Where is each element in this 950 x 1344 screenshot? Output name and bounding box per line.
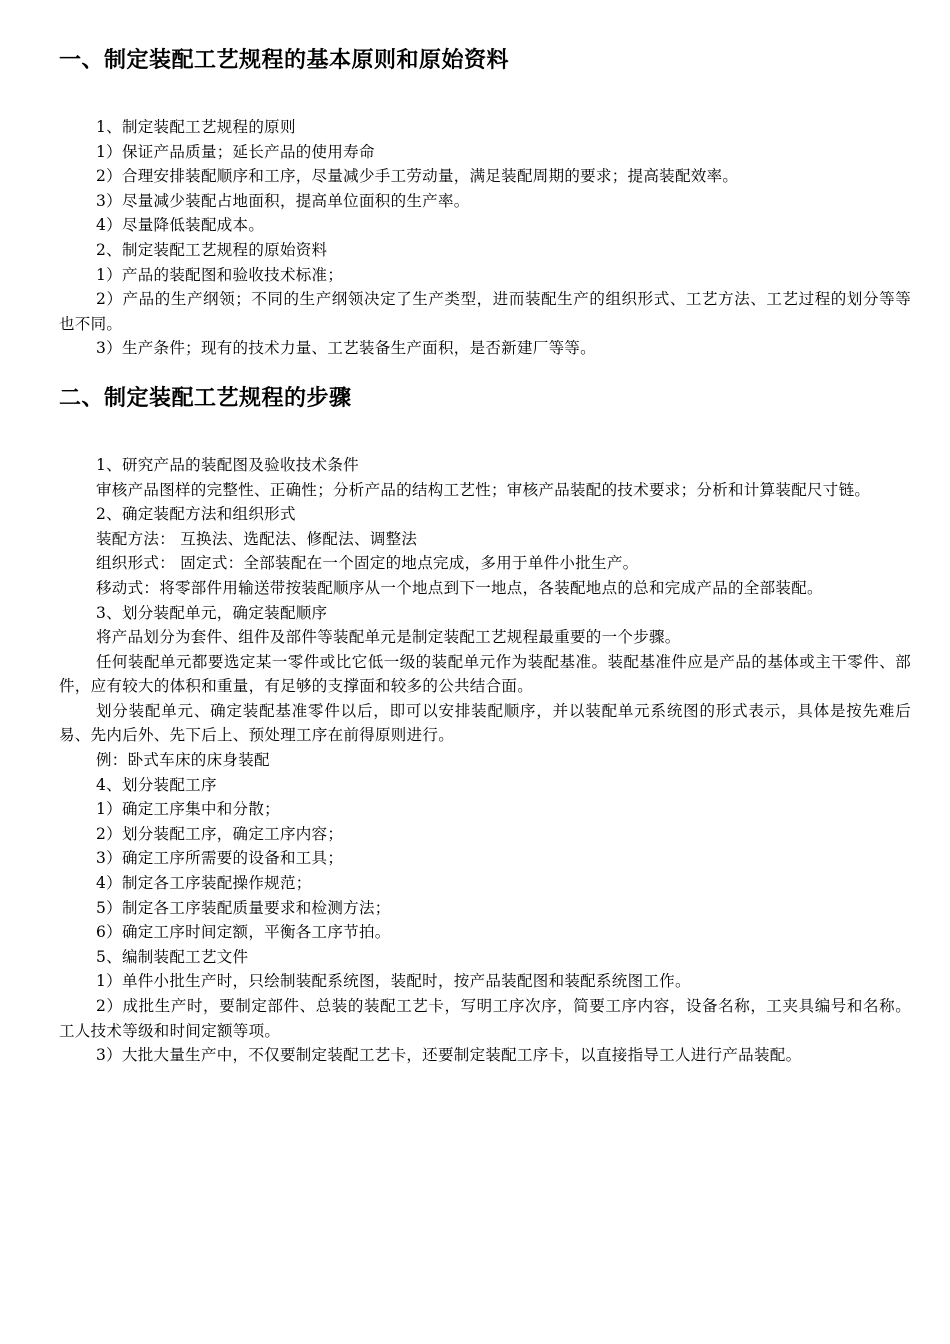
paragraph: 审核产品图样的完整性、正确性；分析产品的结构工艺性；审核产品装配的技术要求；分析和计算装配尺寸链。: [96, 480, 871, 499]
paragraph: 3）生产条件；现有的技术力量、工艺装备生产面积，是否新建厂等等。: [96, 339, 596, 358]
heading-steps: 二、制定装配工艺规程的步骤: [59, 385, 352, 411]
paragraph: 2）划分装配工序，确定工序内容；: [96, 824, 344, 843]
paragraph: 4）制定各工序装配操作规范；: [96, 874, 312, 893]
paragraph: 2、制定装配工艺规程的原始资料: [96, 240, 328, 259]
paragraph: 3）确定工序所需要的设备和工具；: [96, 849, 344, 868]
paragraph: 4）尽量降低装配成本。: [96, 216, 265, 235]
paragraph: 4、划分装配工序: [96, 775, 217, 794]
document-page: [59, 0, 911, 1068]
paragraph: 1、研究产品的装配图及验收技术条件: [96, 455, 359, 474]
paragraph: 例：卧式车床的床身装配: [96, 751, 270, 770]
paragraph: 装配方法： 互换法、选配法、修配法、调整法: [96, 529, 418, 548]
paragraph: 3、划分装配单元，确定装配顺序: [96, 603, 328, 622]
paragraph: 1、制定装配工艺规程的原则: [96, 118, 296, 136]
paragraph: 6）确定工序时间定额，平衡各工序节拍。: [96, 923, 391, 942]
paragraph: 1）单件小批生产时，只绘制装配系统图，装配时，按产品装配图和装配系统图工作。: [96, 972, 691, 991]
paragraph: 3）大批大量生产中，不仅要制定装配工艺卡，还要制定装配工序卡，以直接指导工人进行产品装配。: [96, 1046, 802, 1065]
paragraph: 2、确定装配方法和组织形式: [96, 505, 296, 524]
paragraph: 划分装配单元、确定装配基准零件以后，即可以安排装配顺序，并以装配单元系统图的形式表示，具体是按先难后易、先内后外、先下后上、预处理工序在前得原则进行。: [59, 701, 911, 745]
paragraph: 5、编制装配工艺文件: [96, 947, 249, 966]
section-steps: [59, 453, 911, 1068]
paragraph: 2）成批生产时，要制定部件、总装的装配工艺卡，写明工序次序，简要工序内容，设备名称，工夹具编号和名称。工人技术等级和时间定额等项。: [59, 997, 911, 1040]
paragraph: 1）产品的装配图和验收技术标准；: [96, 265, 344, 284]
paragraph: 将产品划分为套件、组件及部件等装配单元是制定装配工艺规程最重要的一个步骤。: [96, 628, 681, 647]
paragraph: 2）合理安排装配顺序和工序，尽量减少手工劳动量，满足装配周期的要求；提高装配效率。: [96, 167, 739, 186]
heading-basic-principles: 一、制定装配工艺规程的基本原则和原始资料: [59, 48, 510, 73]
section-principles: [59, 115, 911, 361]
paragraph: 1）确定工序集中和分散；: [96, 800, 280, 819]
paragraph: 2）产品的生产纲领；不同的生产纲领决定了生产类型，进而装配生产的组织形式、工艺方法、工艺过程的划分等等也不同。: [59, 290, 911, 333]
paragraph: 任何装配单元都要选定某一零件或比它低一级的装配单元作为装配基准。装配基准件应是产品的基体或主干零件、部件，应有较大的体积和重量，有足够的支撑面和较多的公共结合面。: [59, 652, 911, 696]
paragraph: 3）尽量减少装配占地面积，提高单位面积的生产率。: [96, 191, 470, 210]
paragraph: 1）保证产品质量；延长产品的使用寿命: [96, 142, 375, 161]
paragraph: 组织形式： 固定式：全部装配在一个固定的地点完成，多用于单件小批生产。: [96, 554, 639, 573]
paragraph: 移动式：将零部件用输送带按装配顺序从一个地点到下一地点，各装配地点的总和完成产品的全部装配。: [96, 578, 823, 597]
paragraph: 5）制定各工序装配质量要求和检测方法；: [96, 898, 391, 917]
